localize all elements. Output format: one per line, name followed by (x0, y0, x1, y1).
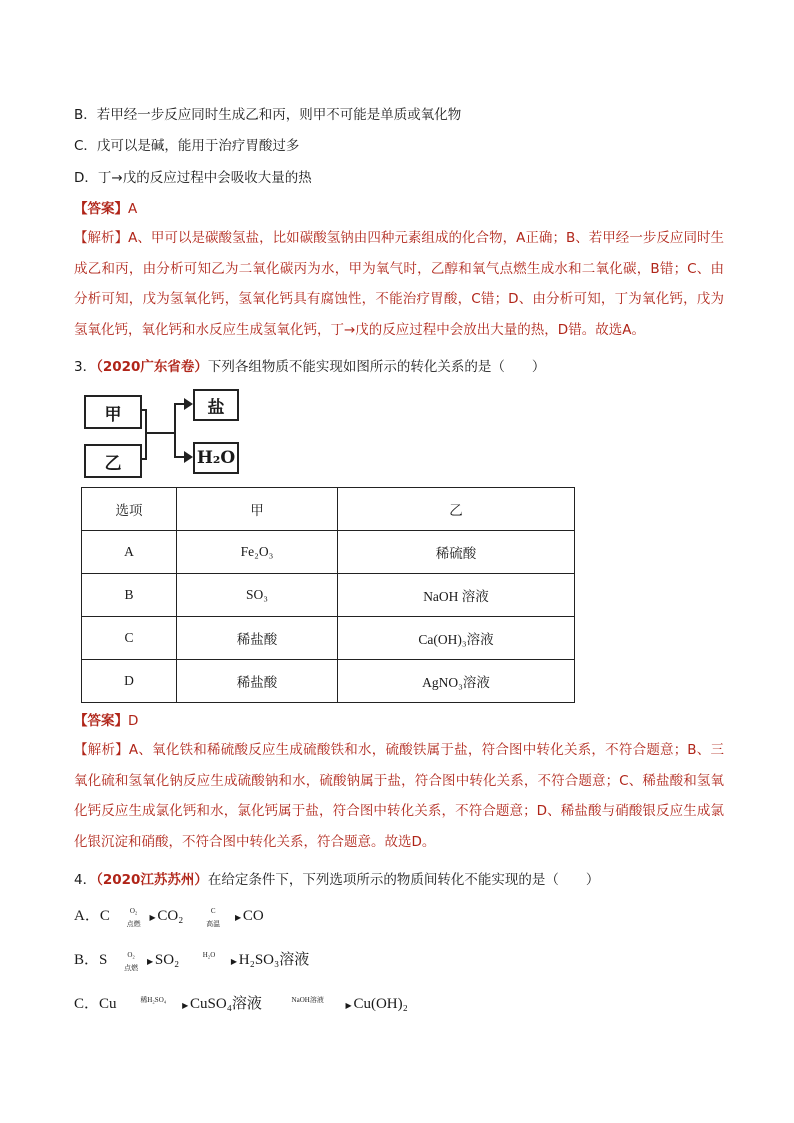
option-c: C．戊可以是碱，能用于治疗胃酸过多 (74, 138, 300, 154)
box-jia: 甲 (84, 395, 142, 429)
question-number: 4． (74, 872, 97, 888)
arrow-condition-bottom: 点燃 (124, 963, 139, 972)
options-table (81, 487, 575, 703)
option-label: C．Cu (74, 996, 117, 1012)
table-cell: Ca(OH)₃溶液 (338, 617, 575, 660)
q4-option-c: C．Cu 稀H₂SO₄ ▶ CuSO₄溶液 NaOH溶液 ▶ Cu(OH)₂ (74, 995, 408, 1012)
option-label: B．S (74, 952, 108, 968)
final-product: Cu(OH)₂ (353, 996, 408, 1012)
q4-option-a: A．C O₂ 点燃 ▶ CO₂ C 高温 ▶ CO (74, 906, 264, 928)
final-product: CO (242, 908, 264, 924)
option-label: A．C (74, 908, 110, 924)
box-salt: 盐 (193, 389, 239, 421)
answer-value: A (128, 201, 138, 217)
final-product: H₂SO₃溶液 (238, 952, 310, 968)
table-cell: C (82, 617, 177, 660)
table-row (82, 574, 575, 617)
q3-stem (74, 355, 545, 375)
arrow-condition-top: NaOH溶液 (291, 995, 324, 1004)
table-header-row (82, 488, 575, 531)
explain-text: A、甲可以是碳酸氢盐，比如碳酸氢钠由四种元素组成的化合物，A正确；B、若甲经一步反应同时生成乙和丙，由分析可知乙为二氧化碳丙为水，甲为氧气时，乙醇和氧气点燃生成水和二氧化碳，B错；C、由分析可知，戊为氢氧化钙，氢氧化钙具有腐蚀性，不能治疗胃酸，C错；D、由分析可知，丁为氧化钙，戊为氢氧化钙，氧化钙和水反应生成氢氧化钙，丁→戊的反应过程中会放出大量的热，D错。故选A。 (74, 230, 724, 338)
table-cell: 稀盐酸 (177, 660, 338, 703)
arrow-condition-bottom: 高温 (206, 919, 221, 928)
table-cell: D (82, 660, 177, 703)
arrow-condition-top: H₂O (202, 950, 216, 959)
intermediate-product: CO₂ (157, 908, 184, 924)
intermediate-product: SO₂ (154, 952, 180, 968)
arrow-head-icon (184, 398, 194, 410)
table-cell: 稀硫酸 (338, 531, 575, 574)
question-source: （2020广东省卷） (96, 359, 208, 375)
answer-tag: 【答案】 (74, 201, 128, 217)
arrow-condition-top: O₂ (127, 950, 135, 959)
table-cell: 稀盐酸 (177, 617, 338, 660)
table-row (82, 617, 575, 660)
explain-tag: 【解析】 (74, 230, 129, 246)
question-number: 3． (74, 359, 97, 375)
table-row (82, 660, 575, 703)
arrow-condition-bottom: 点燃 (126, 919, 141, 928)
explain-tag: 【解析】 (74, 742, 129, 758)
option-d: D．丁→戊的反应过程中会吸收大量的热 (74, 170, 312, 186)
table-row (82, 531, 575, 574)
header-cell: 乙 (338, 488, 575, 531)
q4-stem (74, 868, 599, 888)
q2-explanation (74, 223, 724, 345)
arrow-condition-top: C (210, 906, 216, 915)
table-cell: SO₃ (177, 574, 338, 617)
q4-option-b: B．S O₂ 点燃 ▶ SO₂ H₂O ▶ H₂SO₃溶液 (74, 950, 310, 972)
question-source: （2020江苏苏州） (96, 872, 208, 888)
table-cell: AgNO₃溶液 (338, 660, 575, 703)
arrow-head-icon (184, 451, 194, 463)
q2-answer (74, 197, 137, 217)
q3-answer (74, 709, 138, 729)
table-cell: A (82, 531, 177, 574)
box-yi: 乙 (84, 444, 142, 478)
header-cell: 甲 (177, 488, 338, 531)
arrow-condition-top: 稀H₂SO₄ (140, 995, 167, 1004)
q3-explanation (74, 735, 724, 857)
box-water: H₂O (193, 442, 239, 474)
table-cell: Fe₂O₃ (177, 531, 338, 574)
answer-value: D (128, 713, 139, 729)
arrow-condition-top: O₂ (129, 906, 138, 915)
question-text: 在给定条件下，下列选项所示的物质间转化不能实现的是（ ） (207, 872, 600, 888)
intermediate-product: CuSO₄溶液 (190, 996, 262, 1012)
explain-text: A、氧化铁和稀硫酸反应生成硫酸铁和水，硫酸铁属于盐，符合图中转化关系，不符合题意；B、三氧化硫和氢氧化钠反应生成硫酸钠和水，硫酸钠属于盐，符合图中转化关系，不符合题意；C、稀盐酸和氢氧化钙反应生成氯化钙和水，氯化钙属于盐，符合图中转化关系，不符合题意；D、稀盐酸与硝酸银反应生成氯化银沉淀和硝酸，不符合图中转化关系，符合题意。故选D。 (74, 742, 725, 850)
question-text: 下列各组物质不能实现如图所示的转化关系的是（ ） (207, 359, 546, 375)
header-cell: 选项 (82, 488, 177, 531)
table-cell: B (82, 574, 177, 617)
answer-tag: 【答案】 (74, 713, 128, 729)
table-cell: NaOH 溶液 (338, 574, 575, 617)
option-b: B．若甲经一步反应同时生成乙和丙，则甲不可能是单质或氧化物 (74, 107, 462, 123)
